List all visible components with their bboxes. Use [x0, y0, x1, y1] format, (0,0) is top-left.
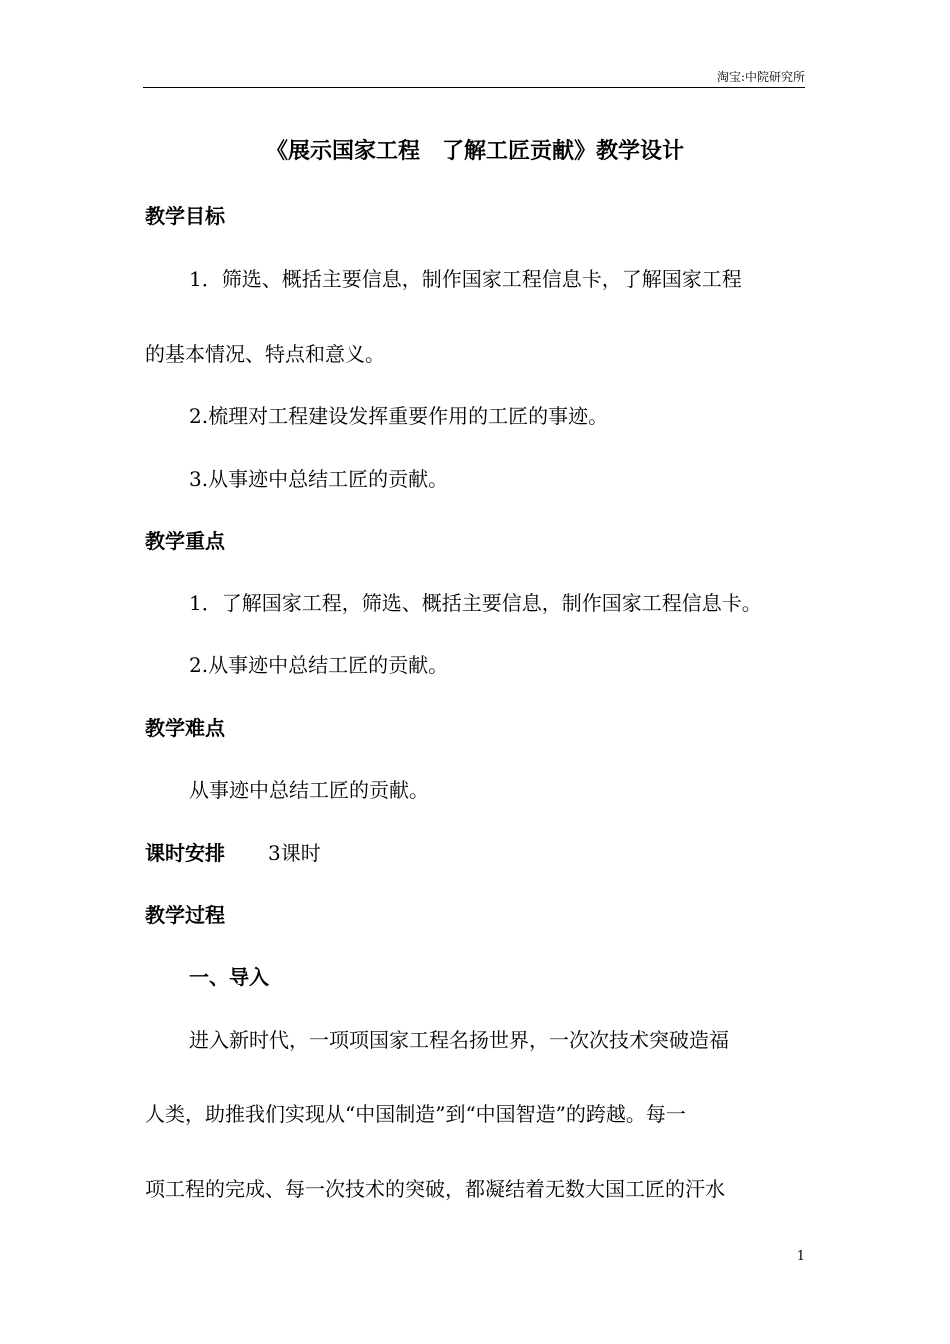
process-step-1-line-2: 人类，助推我们实现从“中国制造”到“中国智造”的跨越。每一	[145, 1102, 686, 1126]
process-step-1-line-1: 进入新时代，一项项国家工程名扬世界，一次次技术突破造福	[189, 1028, 729, 1052]
process-step-1-line-3: 项工程的完成、每一次技术的突破，都凝结着无数大国工匠的汗水	[145, 1177, 725, 1201]
key-point-item-1: 1．了解国家工程，筛选、概括主要信息，制作国家工程信息卡。	[189, 591, 762, 615]
page-number: 1	[796, 1249, 805, 1264]
section-heading-difficulties: 教学难点	[145, 716, 225, 740]
section-heading-objectives: 教学目标	[145, 204, 225, 228]
section-heading-schedule: 课时安排	[145, 841, 225, 865]
header-divider	[143, 87, 805, 88]
difficulty-item-1: 从事迹中总结工匠的贡献。	[189, 778, 429, 802]
process-step-1-heading: 一、导入	[189, 965, 269, 989]
document-title: 《展示国家工程 了解工匠贡献》教学设计	[265, 139, 684, 164]
schedule-value: 3课时	[268, 841, 321, 865]
objective-item-3: 3.从事迹中总结工匠的贡献。	[189, 467, 449, 491]
objective-item-2: 2.梳理对工程建设发挥重要作用的工匠的事迹。	[189, 404, 609, 428]
section-heading-process: 教学过程	[145, 903, 225, 927]
objective-item-1-line-1: 1．筛选、概括主要信息，制作国家工程信息卡，了解国家工程	[189, 267, 742, 291]
objective-item-1-line-2: 的基本情况、特点和意义。	[145, 342, 385, 366]
section-heading-key-points: 教学重点	[145, 529, 225, 553]
key-point-item-2: 2.从事迹中总结工匠的贡献。	[189, 653, 449, 677]
header-text: 淘宝:中院研究所	[716, 70, 805, 84]
